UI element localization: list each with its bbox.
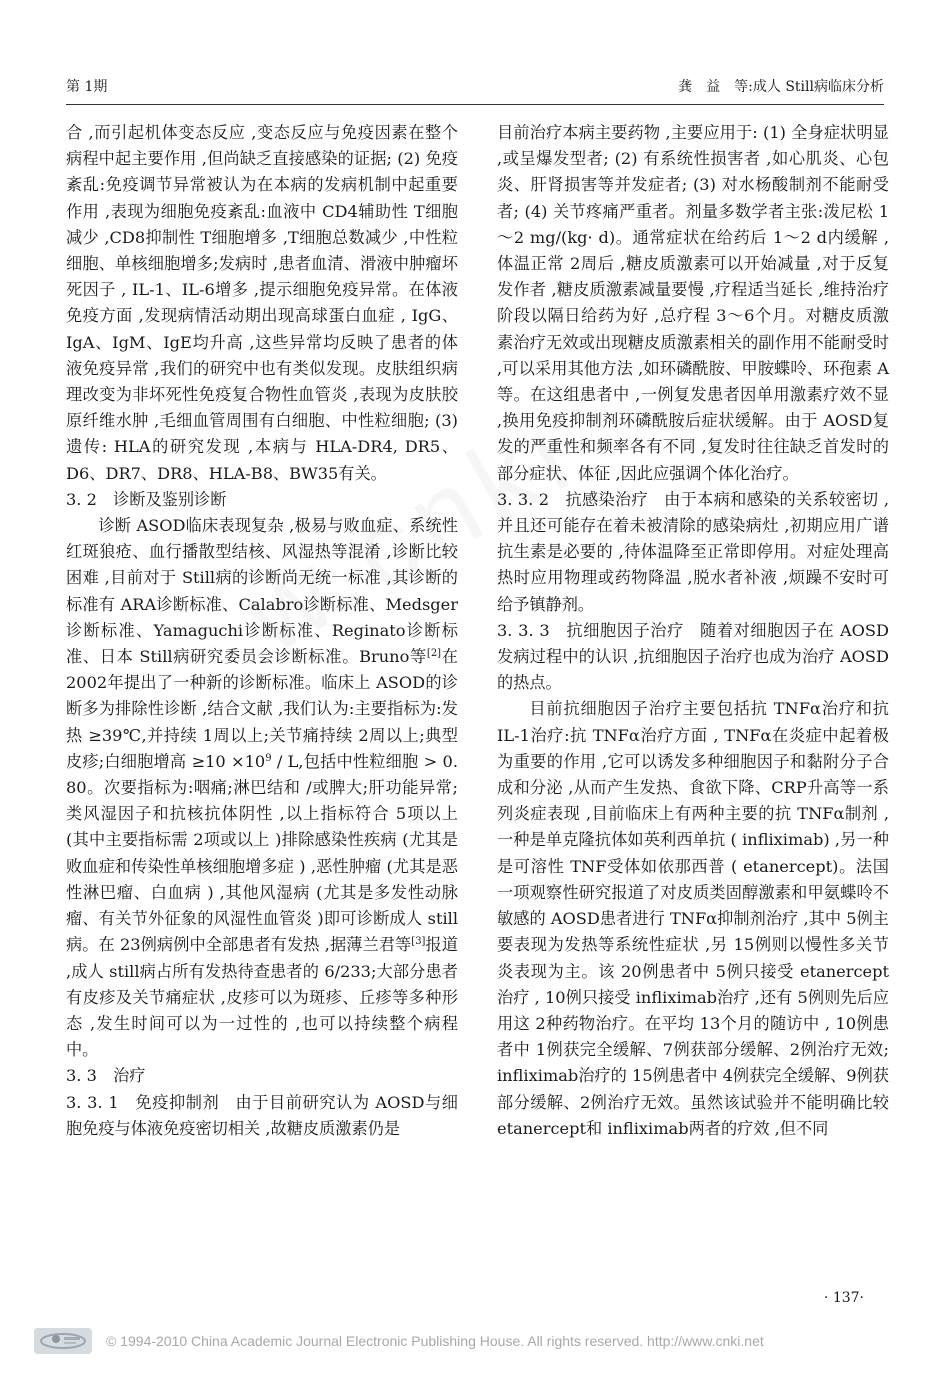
footer <box>0 1328 950 1358</box>
section-heading-3-3 <box>66 1063 458 1089</box>
left-column <box>66 120 458 1142</box>
subsection-heading-3-3-2 <box>497 487 889 618</box>
section-number: 3. 3. 3 <box>497 620 550 640</box>
subsection-heading-3-3-3 <box>497 618 889 697</box>
issue-label: 第 1期 <box>66 79 108 95</box>
cnki-logo-icon <box>34 1328 92 1354</box>
exponent: 9 <box>265 752 272 764</box>
section-title: 抗细胞因子治疗 <box>565 620 684 640</box>
section-title: 治疗 <box>113 1066 146 1086</box>
text-run: 由于目前研究认为 AOSD与细胞免疫与体液免疫密切相关 ,故糖皮质激素仍是 <box>66 1092 458 1138</box>
text-run: 诊断 ASOD临床表现复杂 ,极易与败血症、系统性红斑狼疮、血行播散型结核、风湿热等混淆 ,诊断比较困难 ,目前对于 Still病的诊断尚无统一标准 ,其诊断的标准有 ARA诊断标准、Calabro诊断标准、Medsger诊断标准、Yamaguchi诊断标准、Reginato诊断标准、日本 Still病研究委员会诊断标准。Bruno等 <box>66 516 458 667</box>
paragraph: 目前抗细胞因子治疗主要包括抗 TNFα治疗和抗 IL-1治疗:抗 TNFα治疗方面 , TNFα在炎症中起着极为重要的作用 ,它可以诱发多种细胞因子和黏附分子合成和分泌 ,从而产生发热、食欲下降、CRP升高等一系列炎症表现 ,目前临床上有两种主要的抗 TNFα制剂 ,一种是单克隆抗体如英利西单抗 ( infliximab) ,另一种是可溶性 TNF受体如依那西普 ( etanercept)。法国一项观察性研究报道了对皮质类固醇激素和甲氨蝶呤不敏感的 AOSD患者进行 TNFα抑制剂治疗 ,其中 5例主要表现为发热等系统性症状 ,另 15例则以慢性多关节炎表现为主。该 20例患者中 5例只接受 etanercept治疗 , 10例只接受 infliximab治疗 ,还有 5例则先后应用这 2种药物治疗。在平均 13个月的随访中 , 10例患者中 1例获完全缓解、7例获部分缓解、2例治疗无效; infliximab治疗的 15例患者中 4例获完全缓解、9例获部分缓解、2例治疗无效。虽然该试验并不能明确比较 etanercept和 infliximab两者的疗效 ,但不同 <box>497 699 889 1138</box>
citation-ref: [2] <box>426 648 442 660</box>
section-number: 3. 3 <box>66 1066 97 1086</box>
paragraph: 目前治疗本病主要药物 ,主要应用于: (1) 全身症状明显 ,或呈爆发型者; (2) 有系统性损害者 ,如心肌炎、心包炎、肝肾损害等并发症者; (3) 对水杨酸制剂不能耐受者; (4) 关节疼痛严重者。剂量多数学者主张:泼尼松 1～2 mg/(kg· d)。通常症状在给药后 1～2 d内缓解 ,体温正常 2周后 ,糖皮质激素可以开始减量 ,对于反复发作者 ,糖皮质激素减量要慢 ,疗程适当延长 ,维持治疗阶段以隔日给药为好 ,总疗程 3～6个月。对糖皮质激素治疗无效或出现糖皮质激素相关的副作用不能耐受时 ,可以采用其他方法 ,如环磷酰胺、甲胺蝶呤、环孢素 A等。在这组患者中 ,一例复发患者因单用激素疗效不显 ,换用免疫抑制剂环磷酰胺后症状缓解。由于 AOSD复发的严重性和频率各有不同 ,复发时往往缺乏首发时的部分症状、体征 ,因此应强调个体化治疗。 <box>497 123 889 483</box>
text-run: / L,包括中性粒细胞 > 0. 80。次要指标为:咽痛;淋巴结和 /或脾大;肝功能异常;类风湿因子和抗核抗体阴性 ,以上指标符合 5项以上 (其中主要指标需 2项或以上 )排除感染性疾病 (尤其是败血症和传染性单核细胞增多症 ) ,恶性肿瘤 (尤其是恶性淋巴瘤、白血病 ) ,其他风湿病 (尤其是多发性动脉瘤、有关节外征象的风湿性血管炎 )即可诊断成人 still病。在 23例病例中全部患者有发热 ,据薄兰君等 <box>66 751 458 955</box>
subsection-heading-3-3-1 <box>66 1090 458 1142</box>
section-heading-3-2 <box>66 487 458 513</box>
running-header <box>66 76 884 98</box>
section-number: 3. 3. 1 <box>66 1092 119 1112</box>
copyright-notice: © 1994-2010 China Academic Journal Electronic Publishing House. All rights reserved. http://www.cnki.net <box>106 1333 764 1349</box>
paragraph <box>66 513 458 1063</box>
logo-graphic <box>34 1328 92 1354</box>
section-title: 抗感染治疗 <box>565 489 648 509</box>
header-rule <box>66 104 884 105</box>
section-title: 诊断及鉴别诊断 <box>113 489 227 509</box>
right-column <box>497 120 889 1142</box>
section-number: 3. 3. 2 <box>497 489 550 509</box>
running-title: 龚 益 等:成人 Still病临床分析 <box>678 79 884 95</box>
text-run: 由于本病和感染的关系较密切 ,并且还可能存在着未被清除的感染病灶 ,初期应用广谱抗生素是必要的 ,待体温降至正常即停用。对症处理高热时应用物理或药物降温 ,脱水者补液 ,烦躁不安时可给予镇静剂。 <box>497 489 890 614</box>
text-run: 在 2002年提出了一种新的诊断标准。临床上 ASOD的诊断多为排除性诊断 ,结合文献 ,我们认为:主要指标为:发热 ≥39℃,并持续 1周以上;关节痛持续 2周以上;典型皮疹;白细胞增高 ≥10 ×10 <box>66 647 458 771</box>
text-run: 报道 ,成人 still病占所有发热待查患者的 6/233;大部分患者有皮疹及关节痛症状 ,皮疹可以为斑疹、丘疹等多种形态 ,发生时间可以为一过性的 ,也可以持续整个病程中。 <box>66 935 458 1060</box>
section-number: 3. 2 <box>66 489 97 509</box>
section-title: 免疫抑制剂 <box>134 1092 220 1112</box>
text-run: 随着对细胞因子在 AOSD发病过程中的认识 ,抗细胞因子治疗也成为治疗 AOSD的热点。 <box>497 620 889 693</box>
paragraph: 合 ,而引起机体变态反应 ,变态反应与免疫因素在整个病程中起主要作用 ,但尚缺乏直接感染的证据; (2) 免疫紊乱:免疫调节异常被认为在本病的发病机制中起重要作用 ,表现为细胞免疫紊乱:血液中 CD4辅助性 T细胞减少 ,CD8抑制性 T细胞增多 ,T细胞总数减少 ,中性粒细胞、单核细胞增多;发病时 ,患者血清、滑液中肿瘤坏死因子 , IL-1、IL-6增多 ,提示细胞免疫异常。在体液免疫方面 ,发现病情活动期出现高球蛋白血症 , IgG、IgA、IgM、IgE均升高 ,这些异常均反映了患者的体液免疫异常 ,我们的研究中也有类似发现。皮肤组织病理改变为非坏死性免疫复合物性血管炎 ,表现为皮肤胶原纤维水肿 ,毛细血管周围有白细胞、中性粒细胞; (3) 遗传: HLA的研究发现 ,本病与 HLA-DR4, DR5、D6、DR7、DR8、HLA-B8、BW35有关。 <box>66 123 458 483</box>
citation-ref: [3] <box>411 936 426 948</box>
page-number: · 137· <box>823 1290 864 1306</box>
